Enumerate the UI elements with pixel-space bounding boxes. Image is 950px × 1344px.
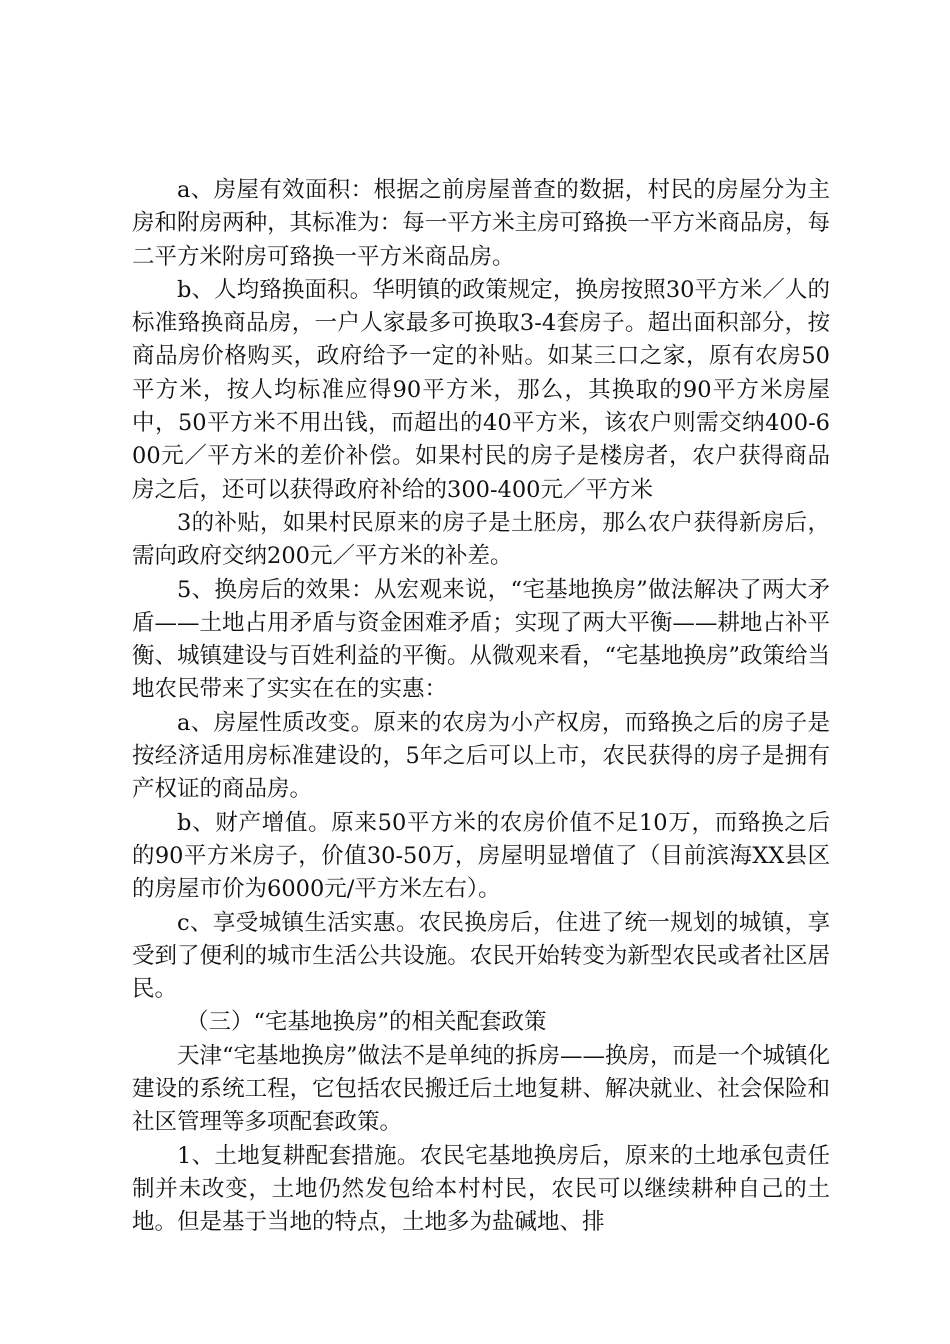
paragraph-subsidy: 3的补贴，如果村民原来的房子是土胚房，那么农户获得新房后，需向政府交纳200元／平方米的补差。: [132, 509, 830, 570]
document-page: [132, 174, 830, 1240]
paragraph-land-reclamation: 1、土地复耕配套措施。农民宅基地换房后，原来的土地承包责任制并未改变，土地仍然发包给本村村民，农民可以继续耕种自己的土地。但是基于当地的特点，土地多为盐碱地、排: [132, 1142, 830, 1236]
paragraph-system-project: 天津“宅基地换房”做法不是单纯的拆房——换房，而是一个城镇化建设的系统工程，它包括农民搬迁后土地复耕、解决就业、社会保险和社区管理等多项配套政策。: [132, 1042, 831, 1136]
paragraph-per-capita-area: b、人均臵换面积。华明镇的政策规定，换房按照30平方米／人的标准臵换商品房，一户人家最多可换取3-4套房子。超出面积部分，按商品房价格购买，政府给予一定的补贴。如某三口之家，原有农房50平方米，按人均标准应得90平方米，那么，其换取的90平方米房屋中，50平方米不用出钱，而超出的40平方米，该农户则需交纳400-600元／平方米的差价补偿。如果村民的房子是楼房者，农户获得商品房之后，还可以获得政府补给的300-400元／平方米: [132, 276, 830, 503]
section-heading: （三）“宅基地换房”的相关配套政策: [186, 1009, 547, 1036]
paragraph-housing-nature: a、房屋性质改变。原来的农房为小产权房，而臵换之后的房子是按经济适用房标准建设的，5年之后可以上市，农民获得的房子是拥有产权证的商品房。: [132, 709, 830, 803]
paragraph-property-value: b、财产增值。原来50平方米的农房价值不足10万，而臵换之后的90平方米房子，价值30-50万，房屋明显增值了（目前滨海XX县区的房屋市价为6000元/平方米左右）。: [132, 809, 830, 903]
paragraph-effects: 5、换房后的效果：从宏观来说，“宅基地换房”做法解决了两大矛盾——土地占用矛盾与资金困难矛盾；实现了两大平衡——耕地占补平衡、城镇建设与百姓利益的平衡。从微观来看，“宅基地换房”政策给当地农民带来了实实在在的实惠：: [132, 576, 831, 703]
paragraph-urban-life: c、享受城镇生活实惠。农民换房后，住进了统一规划的城镇，享受到了便利的城市生活公共设施。农民开始转变为新型农民或者社区居民。: [132, 909, 830, 1003]
paragraph-effective-area: a、房屋有效面积：根据之前房屋普查的数据，村民的房屋分为主房和附房两种，其标准为：每一平方米主房可臵换一平方米商品房，每二平方米附房可臵换一平方米商品房。: [132, 177, 830, 270]
